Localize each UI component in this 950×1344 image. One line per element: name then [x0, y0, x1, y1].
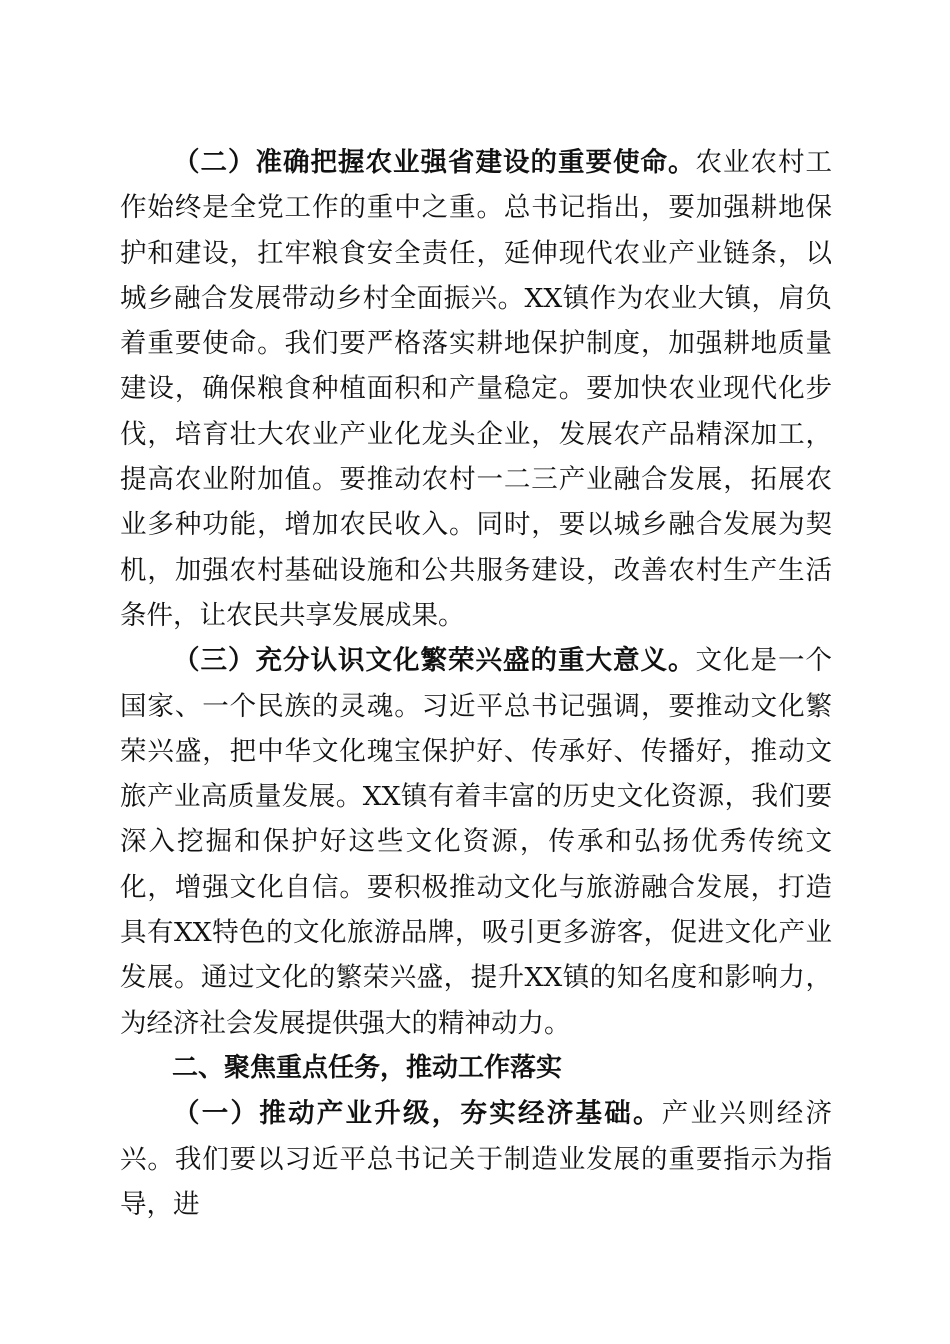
section-heading: 二、聚焦重点任务，推动工作落实	[172, 1052, 563, 1083]
paragraph-culture	[120, 638, 832, 1046]
paragraph-industry	[120, 1091, 832, 1227]
paragraph-lead: （一）推动产业升级，夯实经济基础。	[173, 1098, 662, 1130]
paragraph-text: 文化是一个国家、一个民族的灵魂。习近平总书记强调，要推动文化繁荣兴盛，把中华文化瑰宝保护好、传承好、传播好，推动文旅产业高质量发展。XX镇有着丰富的历史文化资源，我们要深入挖掘和保护好这些文化资源，传承和弘扬优秀传统文化，增强文化自信。要积极推动文化与旅游融合发展，打造具有XX特色的文化旅游品牌，吸引更多游客，促进文化产业发展。通过文化的繁荣兴盛，提升XX镇的知名度和影响力，为经济社会发展提供强大的精神动力。	[120, 645, 832, 1039]
paragraph-lead: （二）准确把握农业强省建设的重要使命。	[173, 147, 696, 178]
paragraph-lead: （三）充分认识文化繁荣兴盛的重大意义。	[173, 645, 696, 677]
paragraph-text: 产业兴则经济兴。我们要以习近平总书记关于制造业发展的重要指示为指导，进	[120, 1098, 832, 1220]
document-body	[120, 140, 832, 1227]
paragraph-text: 农业农村工作始终是全党工作的重中之重。总书记指出，要加强耕地保护和建设，扛牢粮食安全责任，延伸现代农业产业链条，以城乡融合发展带动乡村全面振兴。XX镇作为农业大镇，肩负着重要使命。我们要严格落实耕地保护制度，加强耕地质量建设，确保粮食种植面积和产量稳定。要加快农业现代化步伐，培育壮大农业产业化龙头企业，发展农产品精深加工，提高农业附加值。要推动农村一二三产业融合发展，拓展农业多种功能，增加农民收入。同时，要以城乡融合发展为契机，加强农村基础设施和公共服务建设，改善农村生产生活条件，让农民共享发展成果。	[120, 147, 832, 631]
paragraph-agriculture	[120, 140, 832, 638]
